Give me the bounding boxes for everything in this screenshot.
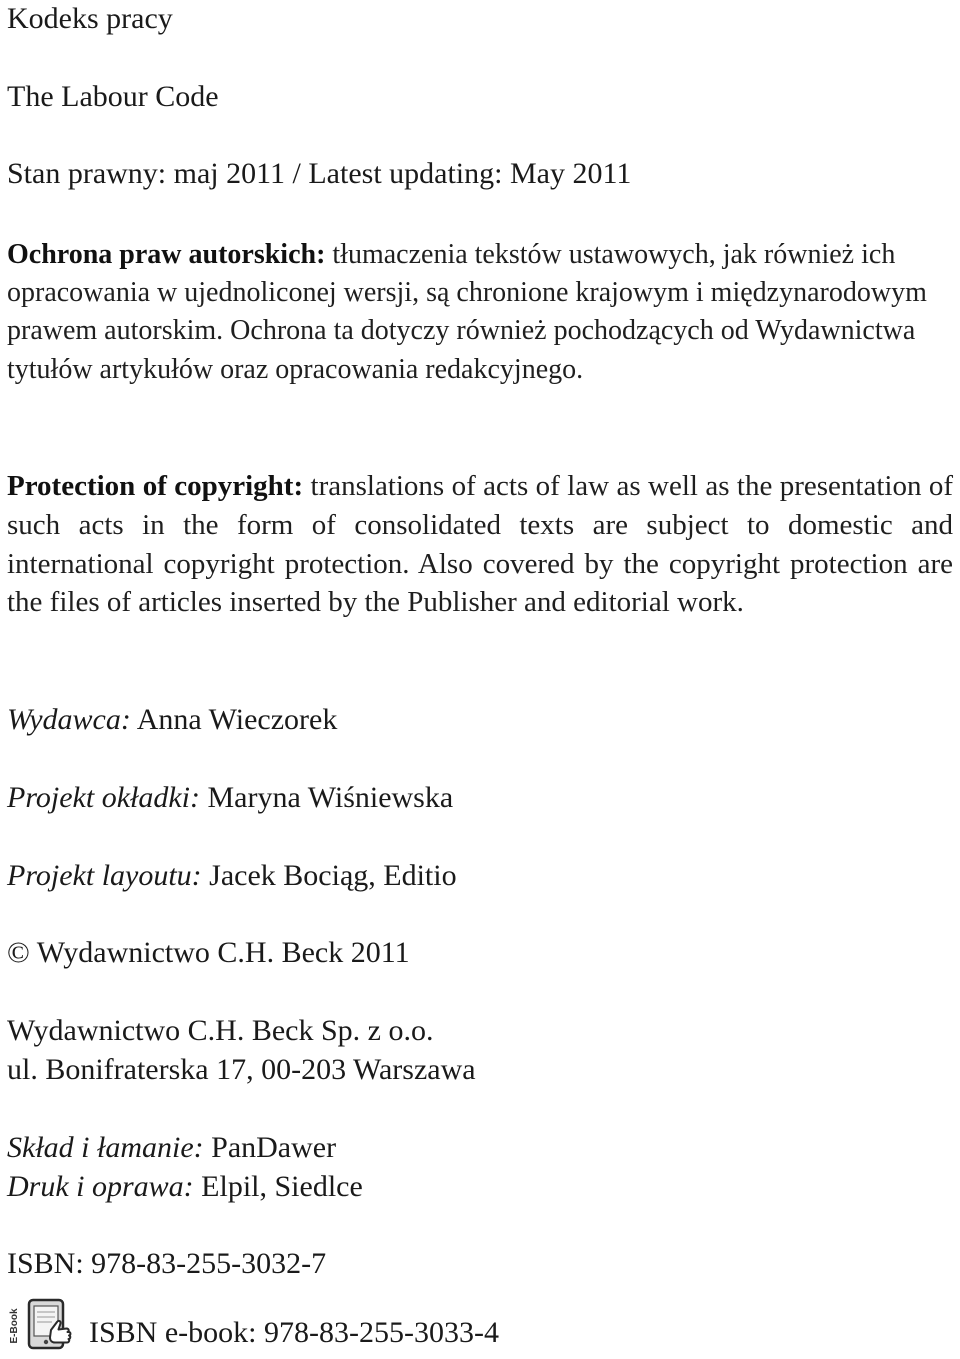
copyright-notice: © Wydawnictwo C.H. Beck 2011 <box>7 936 410 969</box>
printing-value: Elpil, Siedlce <box>193 1170 363 1203</box>
printing-label: Druk i oprawa: <box>7 1170 194 1203</box>
legal-state-line: Stan prawny: maj 2011 / Latest updating: May 2011 <box>7 157 632 190</box>
copyright-polish-label: Ochrona praw autorskich: <box>7 239 326 270</box>
copyright-english-paragraph <box>7 467 953 622</box>
cover-design-line <box>7 779 453 817</box>
publisher-line <box>7 701 337 739</box>
copyright-polish-text: tłumaczenia tekstów ustawowych, jak również ich opracowania w ujednoliconej wersji, są chronione krajowym i międzynarodowym prawem autorskim. Ochrona ta dotyczy również pochodzących od Wydawnictwa tytułów artykułów oraz opracowania redakcyjnego. <box>7 239 927 385</box>
typesetting-label: Skład i łamanie: <box>7 1131 204 1164</box>
layout-design-line <box>7 857 457 895</box>
isbn-line: ISBN: 978-83-255-3032-7 <box>7 1247 327 1280</box>
copyright-english-label: Protection of copyright: <box>7 470 304 502</box>
cover-design-value: Maryna Wiśniewska <box>199 781 454 814</box>
isbn-ebook-line: ISBN e-book: 978-83-255-3033-4 <box>89 1316 499 1349</box>
layout-design-value: Jacek Bociąg, Editio <box>201 859 457 892</box>
title-polish: Kodeks pracy <box>7 2 173 35</box>
copyright-english-text: translations of acts of law as well as the presentation of such acts in the form of consolidated texts are subject to domestic and international copyright protection. Also covered by the copyright protection are the files of articles inserted by the Publisher and editorial work. <box>7 470 953 619</box>
publisher-label: Wydawca: <box>7 703 131 736</box>
imprint-page <box>7 0 953 1359</box>
cover-design-label: Projekt okładki: <box>7 781 200 814</box>
publisher-name: Wydawnictwo C.H. Beck Sp. z o.o. <box>7 1014 434 1047</box>
copyright-polish-paragraph <box>7 236 947 389</box>
ebook-reader-icon <box>7 1296 87 1356</box>
publisher-address: ul. Bonifraterska 17, 00-203 Warszawa <box>7 1053 476 1086</box>
typesetting-line <box>7 1129 336 1167</box>
ebook-badge-label: E-Book <box>9 1308 20 1344</box>
typesetting-value: PanDawer <box>203 1131 337 1164</box>
ebook-isbn-row <box>7 1296 707 1356</box>
publisher-value: Anna Wieczorek <box>130 703 338 736</box>
layout-design-label: Projekt layoutu: <box>7 859 202 892</box>
title-english: The Labour Code <box>7 80 219 113</box>
printing-line <box>7 1168 363 1206</box>
